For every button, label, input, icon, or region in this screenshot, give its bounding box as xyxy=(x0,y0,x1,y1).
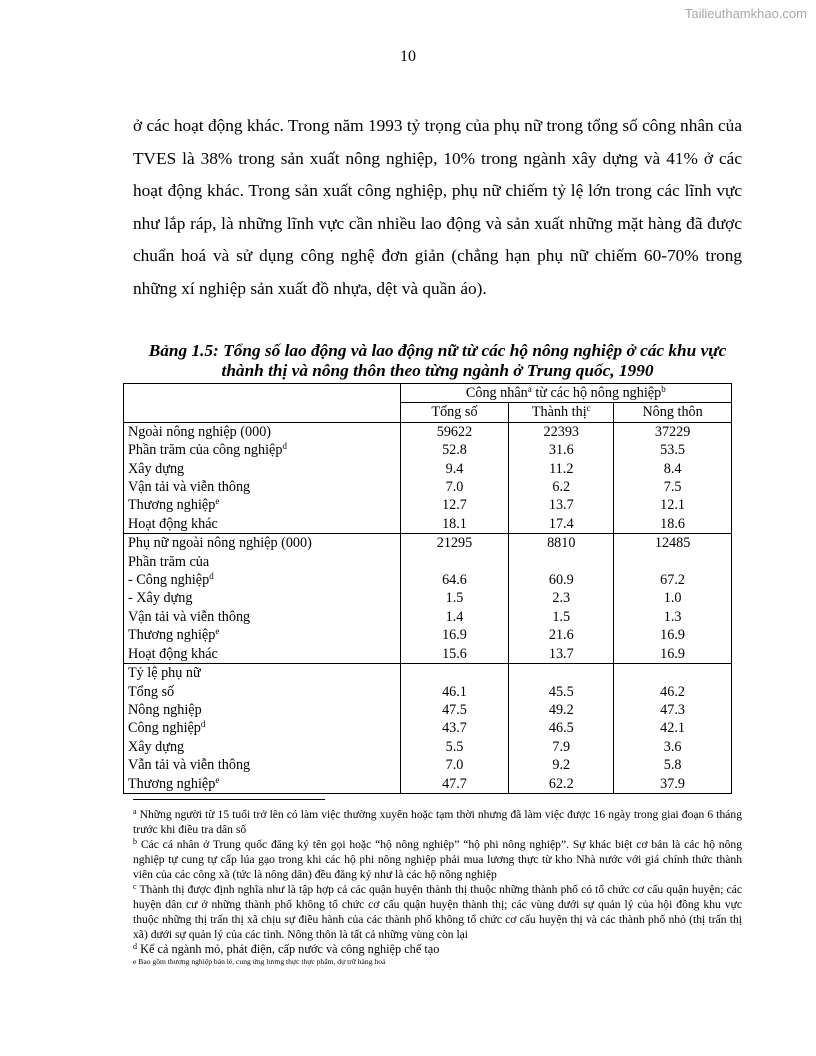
footnote-b xyxy=(133,837,742,882)
cell-total: 47.5 xyxy=(400,701,509,719)
cell-urban xyxy=(509,553,614,571)
watermark: Tailieuthamkhao.com xyxy=(684,6,807,21)
row-label-text: Xây dựng xyxy=(128,460,185,477)
cell-total: 64.6 xyxy=(400,571,509,589)
cell-rural: 18.6 xyxy=(614,515,732,534)
row-label-text: Thương nghiệp xyxy=(128,627,216,644)
footnote-text: Kể cả ngành mỏ, phát điện, cấp nước và công nghiệp chế tạo xyxy=(137,942,440,956)
cell-rural: 16.9 xyxy=(614,645,732,664)
row-label-footnote-mark: d xyxy=(200,719,206,730)
group-header-sup-a: a xyxy=(527,384,532,394)
cell-rural: 37229 xyxy=(614,422,732,441)
cell-total: 43.7 xyxy=(400,719,509,737)
row-label xyxy=(124,441,401,459)
row-label-text: Phụ nữ ngoài nông nghiệp (000) xyxy=(128,535,312,552)
table-row xyxy=(124,664,732,683)
cell-rural: 47.3 xyxy=(614,701,732,719)
table-row xyxy=(124,422,732,441)
table-row xyxy=(124,496,732,514)
column-header-urban xyxy=(509,403,614,422)
row-label xyxy=(124,496,401,514)
row-label xyxy=(124,664,401,683)
row-label xyxy=(124,478,401,496)
cell-rural: 42.1 xyxy=(614,719,732,737)
row-label-text: Hoạt động khác xyxy=(128,645,218,662)
table-row xyxy=(124,683,732,701)
table-row xyxy=(124,478,732,496)
row-label-text: - Công nghiệp xyxy=(128,572,210,589)
paragraph-text: ở các hoạt động khác. Trong năm 1993 tỷ trọng của phụ nữ trong tổng số công nhân của TVES là 38% trong sản xuất nông nghiệp, 10% trong ngành xây dựng và 41% ở các hoạt động khác. Trong sản xuất công nghiệp, phụ nữ chiếm tỷ lệ lớn trong các lĩnh vực như lắp ráp, là những lĩnh vực cần nhiều lao động và sản xuất những mặt hàng đã được chuẩn hoá và sử dụng công nghệ đơn giản (chẳng hạn phụ nữ chiếm 60-70% trong những xí nghiệp sản xuất đồ nhựa, dệt và quần áo). xyxy=(133,116,742,298)
cell-urban: 8810 xyxy=(509,534,614,553)
table-row xyxy=(124,608,732,626)
cell-total xyxy=(400,553,509,571)
cell-rural xyxy=(614,553,732,571)
group-header-pre: Công nhân xyxy=(465,385,528,401)
cell-total: 1.4 xyxy=(400,608,509,626)
cell-total: 18.1 xyxy=(400,515,509,534)
row-label-footnote-mark: e xyxy=(215,774,220,785)
cell-urban: 62.2 xyxy=(509,775,614,794)
row-label xyxy=(124,571,401,589)
cell-rural: 1.0 xyxy=(614,589,732,607)
data-table xyxy=(123,383,732,794)
row-label-footnote-mark: e xyxy=(215,496,220,507)
cell-total: 1.5 xyxy=(400,589,509,607)
cell-total: 5.5 xyxy=(400,738,509,756)
cell-rural xyxy=(614,664,732,683)
cell-urban: 6.2 xyxy=(509,478,614,496)
table-row xyxy=(124,775,732,794)
cell-urban: 21.6 xyxy=(509,626,614,644)
row-label-text: Tổng số xyxy=(128,683,175,700)
footnote-divider xyxy=(133,799,325,800)
cell-total: 21295 xyxy=(400,534,509,553)
table-row xyxy=(124,589,732,607)
row-label-text: Tỷ lệ phụ nữ xyxy=(128,665,201,682)
table-group-header xyxy=(400,384,731,403)
cell-rural: 16.9 xyxy=(614,626,732,644)
footnote-c xyxy=(133,882,742,942)
cell-rural: 67.2 xyxy=(614,571,732,589)
row-label xyxy=(124,553,401,571)
cell-urban: 7.9 xyxy=(509,738,614,756)
cell-rural: 7.5 xyxy=(614,478,732,496)
footnotes xyxy=(133,807,742,966)
table-row xyxy=(124,756,732,774)
table-row xyxy=(124,645,732,664)
cell-rural: 3.6 xyxy=(614,738,732,756)
table-row xyxy=(124,571,732,589)
row-label-text: Phần trăm của xyxy=(128,553,210,570)
cell-rural: 12485 xyxy=(614,534,732,553)
footnote-text: Thành thị được định nghĩa như là tập hợp cả các quận huyện thành thị thuộc những thành phố có tổ chức cơ cấu quận huyện; các huyện dân cư ở những thành phố không tổ chức cơ cấu quận huyện thành thị; các vùng dưới sự quản lý của hội đồng khu vực thuộc những thị trấn thị xã chịu sự điều hành của các thành phố không tổ chức cơ cấu huyện thị và các thành phố nhỏ (thị trấn thị xã) dưới sự quản lý của các tỉnh. Nông thôn là tất cả những vùng còn lại xyxy=(133,883,742,941)
row-label-text: Vẫn tải và viễn thông xyxy=(128,757,251,774)
footnote-mark: a xyxy=(133,807,137,816)
row-label xyxy=(124,534,401,553)
column-header-urban-label: Thành thị xyxy=(531,404,587,421)
group-header-mid: từ các hộ nông nghiệp xyxy=(531,385,662,401)
cell-total: 52.8 xyxy=(400,441,509,459)
row-label-text: Hoạt động khác xyxy=(128,515,218,532)
table-caption: Bảng 1.5: Tổng số lao động và lao động nữ từ các hộ nông nghiệp ở các khu vực thành thị và nông thôn theo từng ngành ở Trung quốc, 1990 xyxy=(148,341,727,380)
row-label-footnote-mark: e xyxy=(215,626,220,637)
row-label-text: Thương nghiệp xyxy=(128,497,216,514)
column-header-total: Tổng số xyxy=(400,403,509,422)
table-row xyxy=(124,441,732,459)
row-label xyxy=(124,515,401,534)
column-header-urban-sup: c xyxy=(586,403,591,414)
row-label-text: Ngoài nông nghiệp (000) xyxy=(128,423,272,440)
cell-urban: 13.7 xyxy=(509,645,614,664)
table-row xyxy=(124,701,732,719)
cell-urban: 13.7 xyxy=(509,496,614,514)
cell-rural: 8.4 xyxy=(614,460,732,478)
cell-total: 7.0 xyxy=(400,756,509,774)
row-label xyxy=(124,422,401,441)
table-corner-cell xyxy=(124,384,401,423)
cell-urban: 1.5 xyxy=(509,608,614,626)
row-label xyxy=(124,738,401,756)
cell-rural: 46.2 xyxy=(614,683,732,701)
cell-total: 47.7 xyxy=(400,775,509,794)
row-label xyxy=(124,756,401,774)
cell-urban: 17.4 xyxy=(509,515,614,534)
cell-total: 46.1 xyxy=(400,683,509,701)
row-label xyxy=(124,645,401,664)
cell-urban: 2.3 xyxy=(509,589,614,607)
footnote-mark: c xyxy=(133,882,137,891)
row-label-text: Thương nghiệp xyxy=(128,775,216,792)
table-group-header-row xyxy=(124,384,732,403)
footnote-text: Những người từ 15 tuổi trở lên có làm việc thường xuyên hoặc tạm thời nhưng đã làm việc được 16 ngày trong giai đoạn 6 tháng trước khi điều tra dân số xyxy=(133,808,742,836)
row-label-text: Vận tải và viễn thông xyxy=(128,479,251,496)
cell-total: 59622 xyxy=(400,422,509,441)
row-label xyxy=(124,701,401,719)
column-header-rural: Nông thôn xyxy=(614,403,732,422)
cell-urban: 9.2 xyxy=(509,756,614,774)
cell-urban: 46.5 xyxy=(509,719,614,737)
table-row xyxy=(124,626,732,644)
footnote-mark: b xyxy=(133,837,137,846)
cell-urban xyxy=(509,664,614,683)
cell-rural: 5.8 xyxy=(614,756,732,774)
row-label xyxy=(124,608,401,626)
row-label xyxy=(124,626,401,644)
row-label-text: Công nghiệp xyxy=(128,720,201,737)
row-label-footnote-mark: d xyxy=(282,441,287,452)
row-label xyxy=(124,719,401,737)
cell-urban: 11.2 xyxy=(509,460,614,478)
cell-urban: 31.6 xyxy=(509,441,614,459)
table-row xyxy=(124,515,732,534)
cell-total: 12.7 xyxy=(400,496,509,514)
row-label-text: Xây dựng xyxy=(128,738,185,755)
footnote-d xyxy=(133,942,742,957)
table-row xyxy=(124,738,732,756)
table-row xyxy=(124,534,732,553)
row-label xyxy=(124,589,401,607)
row-label xyxy=(124,460,401,478)
cell-urban: 45.5 xyxy=(509,683,614,701)
cell-total: 9.4 xyxy=(400,460,509,478)
cell-urban: 49.2 xyxy=(509,701,614,719)
row-label xyxy=(124,683,401,701)
table-body xyxy=(124,384,732,794)
table-row xyxy=(124,460,732,478)
footnote-text: Bao gồm thương nghiệp bán lẻ, cung ứng lương thực thực phẩm, dự trữ hàng hoá xyxy=(136,957,386,966)
page-number: 10 xyxy=(400,48,416,65)
row-label xyxy=(124,775,401,794)
footnote-e xyxy=(133,957,742,966)
cell-total: 15.6 xyxy=(400,645,509,664)
cell-total: 7.0 xyxy=(400,478,509,496)
body-paragraph xyxy=(133,110,742,305)
footnote-text: Các cá nhân ở Trung quốc đăng ký tên gọi hoặc “hộ nông nghiệp” “hộ phi nông nghiệp”. Sự khác biệt cơ bản là các hộ nông nghiệp tự cung tự cấp lúa gạo trong khi các hộ phi nông nghiệp phải mua lương thực từ kho Nhà nước với giá chính thức thành viên của các công xã (tức là nông dân) đều đăng ký như là các hộ nông nghiệp xyxy=(133,838,742,881)
row-label-text: - Xây dựng xyxy=(128,590,193,607)
cell-urban: 60.9 xyxy=(509,571,614,589)
row-label-text: Phần trăm của công nghiệp xyxy=(128,442,283,459)
cell-rural: 37.9 xyxy=(614,775,732,794)
cell-urban: 22393 xyxy=(509,422,614,441)
cell-rural: 53.5 xyxy=(614,441,732,459)
table-row xyxy=(124,553,732,571)
group-header-sup-b: b xyxy=(661,384,666,394)
footnote-mark: e xyxy=(133,957,137,966)
table-row xyxy=(124,719,732,737)
row-label-footnote-mark: d xyxy=(209,571,214,582)
cell-total xyxy=(400,664,509,683)
cell-total: 16.9 xyxy=(400,626,509,644)
cell-rural: 12.1 xyxy=(614,496,732,514)
cell-rural: 1.3 xyxy=(614,608,732,626)
row-label-text: Vận tải và viễn thông xyxy=(128,608,251,625)
footnote-a xyxy=(133,807,742,837)
row-label-text: Nông nghiệp xyxy=(128,701,202,718)
footnote-mark: d xyxy=(133,942,137,951)
